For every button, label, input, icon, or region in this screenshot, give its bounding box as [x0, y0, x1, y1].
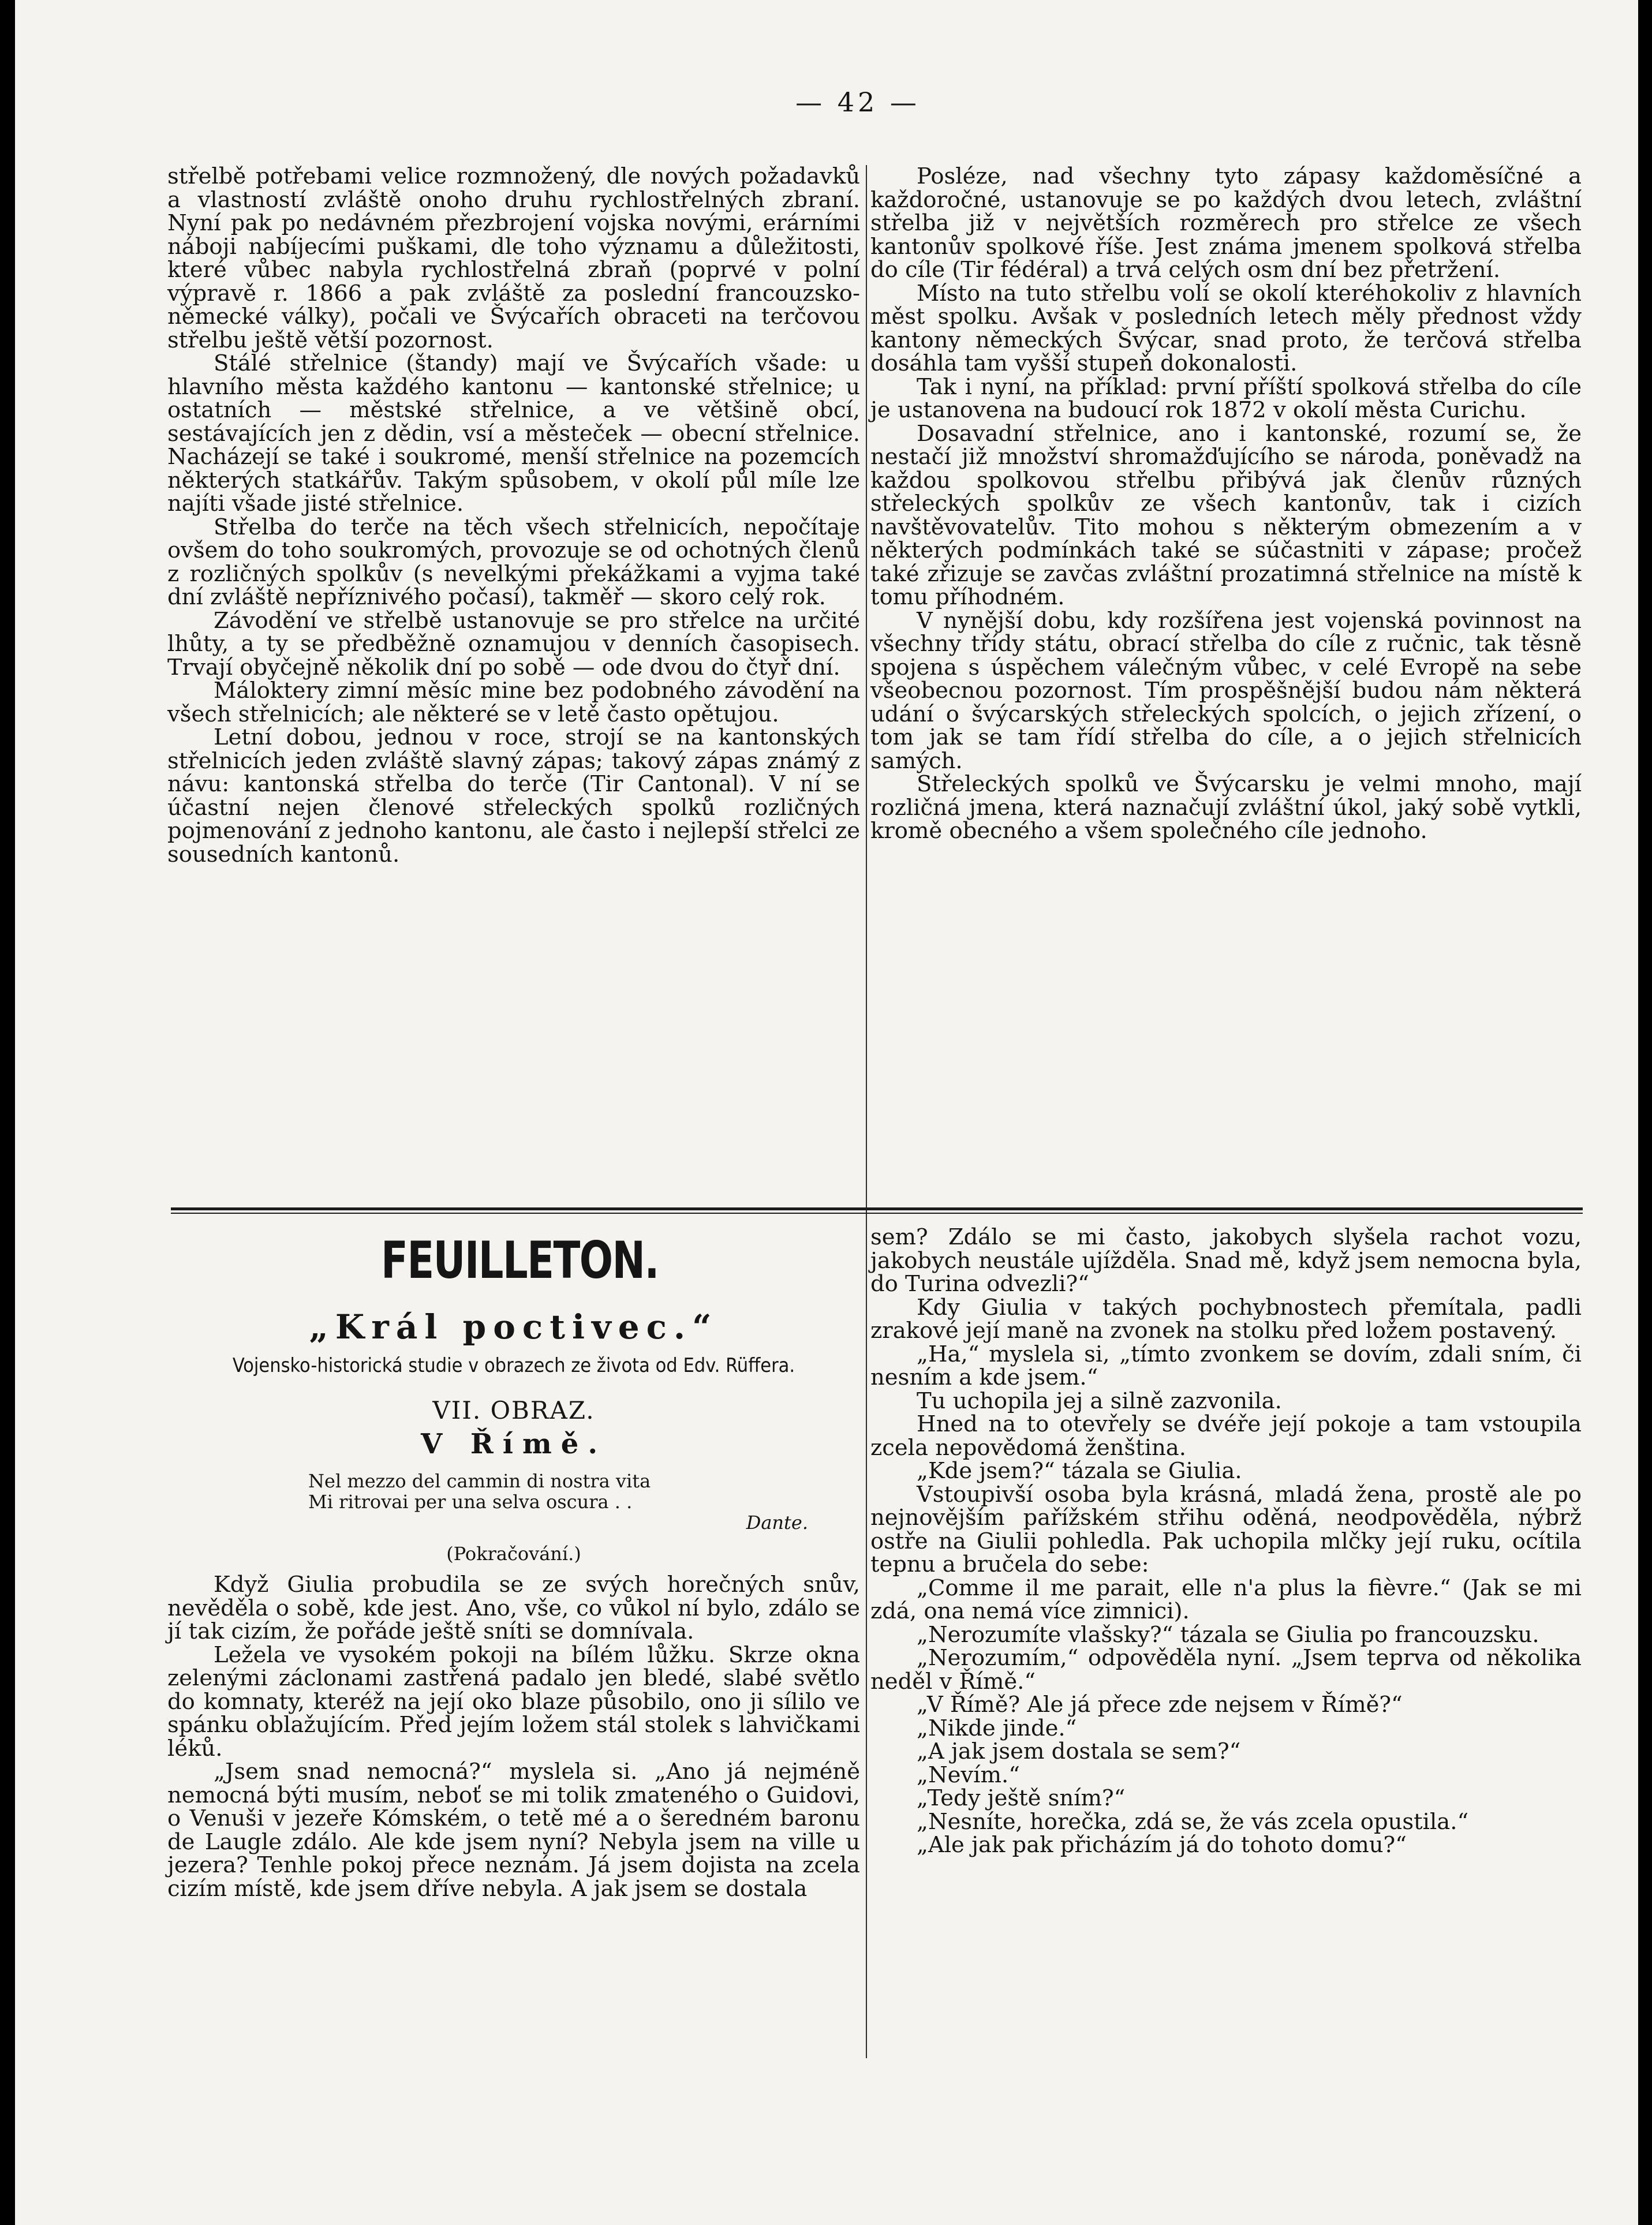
page-number: — 42 —: [795, 87, 920, 118]
column-divider: [866, 165, 867, 2058]
story-paragraph: „Ale jak pak přicházím já do tohoto domu?“: [917, 1832, 1407, 1858]
article-paragraph: Dosavadní střelnice, ano i kantonské, rozumí se, že nestačí již množství shromažďujícího se národa, poněvadž na každou spolkovou střelbu přibývá jak členův různých střeleckých spolkův ze všech kantonův, tak i cizích navštěvovatelův. Tito mohou s některým obmezením a v některých podmínkách také se súčastniti v zápase; pročež také zřizuje se zavčas zvláštní prozatimná střelnice na místě k tomu příhodném.: [870, 420, 1582, 610]
article-paragraph: Závodění ve střelbě ustanovuje se pro střelce na určité lhůty, a ty se předběžně oznamujou v denních časopisech. Trvají obyčejně několik dní po sobě — ode dvou do čtyř dní.: [167, 607, 860, 680]
article-paragraph: Letní dobou, jednou v roce, strojí se na kantonských střelnicích jeden zvláště slavný zápas; takový zápas známý z návu: kantonská střelba do terče (Tir Cantonal). V ní se účastní nejen členové střeleckých spolků rozličných pojmenování z jednoho kantonu, ale často i nejlepší střelci ze sousedních kantonů.: [167, 724, 860, 867]
epigraph-line: Mi ritrovai per una selva oscura . .: [308, 1491, 633, 1513]
story-title: „Král poctivec.“: [309, 1307, 719, 1347]
chapter-place: V Římě.: [420, 1428, 607, 1460]
story-paragraph: „Nerozumím,“ odpověděla nyní. „Jsem teprva od několika neděl v Římě.“: [870, 1645, 1582, 1695]
story-paragraph: Tu uchopila jej a silně zazvonila.: [917, 1388, 1282, 1414]
story-paragraph: Kdy Giulia v takých pochybnostech přemítala, padli zrakové její maně na zvonek na stolku před ložem postavený.: [870, 1294, 1582, 1344]
story-paragraph: „Ha,“ myslela si, „tímto zvonkem se dovím, zdali sním, či nesním a kde jsem.“: [870, 1341, 1582, 1390]
story-paragraph: „Kde jsem?“ tázala se Giulia.: [917, 1458, 1242, 1484]
story-paragraph: „Nevím.“: [917, 1762, 1020, 1788]
feuilleton-column-right: [870, 1226, 1582, 1857]
article-column-right: [870, 165, 1582, 843]
article-paragraph: střelbě potřebami velice rozmnožený, dle nových požadavků a vlastností zvláště onoho druhu rychlostřelných zbraní. Nyní pak po nedávném přezbrojení vojska novými, erárními náboji nabíjecími puškami, dle toho významu a důležitosti, které vůbec nabyla rychlostřelná zbraň (poprvé v polní výpravě r. 1866 a pak zvláště za poslední francouzsko-německé války), počali ve Švýcařích obraceti na terčovou střelbu ještě větší pozornost.: [167, 163, 860, 353]
article-paragraph: Máloktery zimní měsíc mine bez podobného závodění na všech střelnicích; ale některé se v letě často opětujou.: [167, 678, 860, 727]
story-paragraph: Ležela ve vysokém pokoji na bílém lůžku. Skrze okna zelenými záclonami zastřená padalo jen bledé, slabé světlo do komnaty, kteréž na její oko blaze působilo, ono ji sílilo ve spánku oblažujícím. Před jejím ložem stál stolek s lahvičkami léků.: [167, 1641, 860, 1762]
epigraph-line: Nel mezzo del cammin di nostra vita: [308, 1470, 651, 1492]
article-paragraph: Tak i nyní, na příklad: první příští spolková střelba do cíle je ustanovena na budoucí rok 1872 v okolí města Curichu.: [870, 373, 1582, 423]
story-paragraph: „Jsem snad nemocná?“ myslela si. „Ano já nejméně nemocná býti musím, neboť se mi tolik zmateného o Guidovi, o Venuši v jezeře Kómském, o tetě mé a o šeredném baronu de Laugle zdálo. Ale kde jsem nyní? Nebyla jsem na ville u jezera? Tenhle pokoj přece neznám. Já jsem dojista na zcela cizím místě, kde jsem dříve nebyla. A jak jsem se dostala: [167, 1759, 860, 1902]
newspaper-page: [15, 0, 1638, 2225]
story-paragraph: „Comme il me parait, elle n'a plus la fièvre.“ (Jak se mi zdá, ona nemá více zimnici).: [870, 1575, 1582, 1624]
article-paragraph: Místo na tuto střelbu volí se okolí kteréhokoliv z hlavních měst spolku. Avšak v posledních letech měly přednost vždy kantony německých Švýcar, snad proto, že terčová střelba dosáhla tam vyšší stupeň dokonalosti.: [870, 280, 1582, 376]
story-paragraph: „V Římě? Ale já přece zde nejsem v Římě?“: [917, 1692, 1403, 1718]
story-paragraph: Vstoupivší osoba byla krásná, mladá žena, prostě ale po nejnovějším pařížském střihu oděná, neodpověděla, nýbrž ostře na Giulii pohledla. Pak uchopila mlčky její ruku, ocítila tepnu a bručela do sebe:: [870, 1481, 1582, 1577]
story-paragraph: Když Giulia probudila se ze svých horečných snův, nevěděla o sobě, kde jest. Ano, vše, co vůkol ní bylo, zdálo se jí tak cizím, že pořáde ještě sníti se domnívala.: [167, 1572, 860, 1644]
story-paragraph: „Tedy ještě sním?“: [917, 1785, 1126, 1811]
feuilleton-column: [167, 1224, 860, 1901]
article-paragraph: Střeleckých spolků ve Švýcarsku je velmi mnoho, mají rozličná jmena, která naznačují zvláštní úkol, jaký sobě vytkli, kromě obecného a všem společného cíle jednoho.: [870, 771, 1582, 844]
section-divider: [171, 1207, 1583, 1210]
story-paragraph: Hned na to otevřely se dvéře její pokoje a tam vstoupila zcela nepovědomá ženština.: [870, 1411, 1582, 1461]
story-subtitle: Vojensko-historická studie v obrazech ze života od Edv. Rüffera.: [232, 1354, 795, 1377]
article-paragraph: V nynější dobu, kdy rozšířena jest vojenská povinnost na všechny třídy státu, obrací střelba do cíle z ručnic, tak těsně spojena s úspěchem válečným vůbec, v celé Evropě na sebe všeobecnou pozornost. Tím prospěšnější budou nám některá udání o švýcarských střeleckých spolcích, o jejich zřízení, o tom jak se tam řídí střelba do cíle, a o jejich střelnicích samých.: [870, 607, 1582, 774]
story-paragraph: sem? Zdálo se mi často, jakobych slyšela rachot vozu, jakobych neustále ujížděla. Snad mě, když jsem nemocna byla, do Turina odvezli?“: [870, 1224, 1582, 1297]
chapter-heading: VII. OBRAZ.: [432, 1396, 595, 1424]
article-paragraph: Střelba do terče na těch všech střelnicích, nepočítaje ovšem do toho soukromých, provozuje se od ochotných členů z rozličných spolkův (s nevelkými překážkami a vyjma také dní zvláště nepříznivého počasí), takměř — skoro celý rok.: [167, 514, 860, 610]
feuilleton-header: FEUILLETON.: [381, 1231, 659, 1290]
article-paragraph: Stálé střelnice (štandy) mají ve Švýcařích všade: u hlavního města každého kantonu — kantonské střelnice; u ostatních — městské střelnice, a ve většině obcí, sestávajících jen z dědin, vsí a městeček — obecní střelnice. Nacházejí se také i soukromé, menší střelnice na pozemcích některých statkářův. Takým spůsobem, v okolí půl míle lze najíti všade jisté střelnice.: [167, 350, 860, 517]
epigraph-author: Dante.: [746, 1512, 808, 1534]
article-column-left: [167, 165, 860, 866]
story-paragraph: „Nerozumíte vlašsky?“ tázala se Giulia po francouzsku.: [917, 1621, 1539, 1648]
story-paragraph: „A jak jsem dostala se sem?“: [917, 1738, 1241, 1764]
continuation-note: (Pokračování.): [446, 1543, 581, 1565]
section-divider-thin: [171, 1213, 1583, 1214]
story-paragraph: „Nesníte, horečka, zdá se, že vás zcela opustila.“: [917, 1808, 1469, 1835]
story-paragraph: „Nikde jinde.“: [917, 1715, 1077, 1741]
article-paragraph: Posléze, nad všechny tyto zápasy každoměsíčné a každoročné, ustanovuje se po každých dvou letech, zvláštní střelba již v největších rozměrech pro střelce ze všech kantonův spolkové říše. Jest známa jmenem spolková střelba do cíle (Tir fédéral) a trvá celých osm dní bez přetržení.: [870, 163, 1582, 283]
